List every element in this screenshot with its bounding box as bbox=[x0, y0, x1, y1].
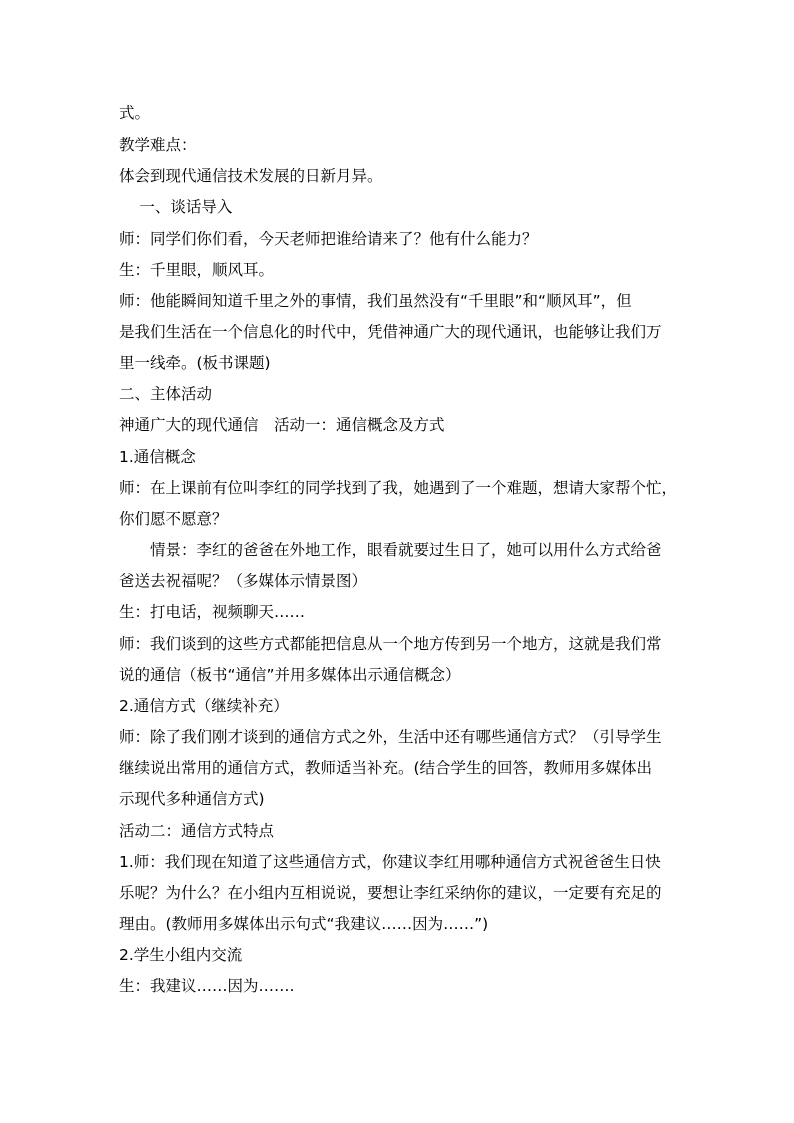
text-line: 师：在上课前有位叫李红的同学找到了我，她遇到了一个难题，想请大家帮个忙， bbox=[119, 479, 678, 497]
section-heading: 活动二：通信方式特点 bbox=[119, 822, 275, 840]
text-line: 示现代多种通信方式) bbox=[119, 790, 265, 808]
subsection-heading: 1.通信概念 bbox=[119, 448, 196, 466]
text-line: 师：同学们你们看，今天老师把谁给请来了？他有什么能力？ bbox=[119, 230, 538, 248]
text-line: 生：我建议……因为……. bbox=[119, 977, 295, 995]
text-line: 师：他能瞬间知道千里之外的事情，我们虽然没有“千里眼”和“顺风耳”，但 bbox=[119, 292, 632, 310]
text-line: 师：除了我们刚才谈到的通信方式之外，生活中还有哪些通信方式？（引导学生 bbox=[119, 728, 662, 746]
text-line: 是我们生活在一个信息化的时代中，凭借神通广大的现代通讯，也能够让我们万 bbox=[119, 323, 662, 341]
text-line: 式。 bbox=[119, 104, 151, 122]
subsection-heading: 2.通信方式（继续补充） bbox=[119, 697, 289, 715]
text-line: 说的通信（板书“通信”并用多媒体出示通信概念） bbox=[119, 666, 461, 684]
text-line: 1.师：我们现在知道了这些通信方式，你建议李红用哪种通信方式祝爸爸生日快 bbox=[119, 853, 661, 871]
subsection-heading: 2.学生小组内交流 bbox=[119, 946, 243, 964]
text-line: 乐呢？为什么？在小组内互相说说，要想让李红采纳你的建议，一定要有充足的 bbox=[119, 884, 662, 902]
section-heading: 一、谈话导入 bbox=[119, 198, 233, 216]
text-line: 生：打电话，视频聊天…… bbox=[119, 603, 306, 621]
text-line: 师：我们谈到的这些方式都能把信息从一个地方传到另一个地方，这就是我们常 bbox=[119, 635, 662, 653]
text-line: 神通广大的现代通信 活动一：通信概念及方式 bbox=[119, 416, 445, 434]
text-line: 理由。(教师用多媒体出示句式“我建议……因为……”) bbox=[119, 915, 489, 933]
text-line: 生：千里眼，顺风耳。 bbox=[119, 261, 275, 279]
text-line: 继续说出常用的通信方式，教师适当补充。(结合学生的回答，教师用多媒体出 bbox=[119, 759, 653, 777]
text-line: 里一线牵。(板书课题) bbox=[119, 354, 271, 372]
text-line: 教学难点： bbox=[119, 136, 197, 154]
text-line: 你们愿不愿意？ bbox=[119, 510, 228, 528]
text-line: 体会到现代通信技术发展的日新月异。 bbox=[119, 167, 383, 185]
section-heading: 二、主体活动 bbox=[119, 385, 213, 403]
text-line: 爸送去祝福呢？（多媒体示情景图） bbox=[119, 572, 368, 590]
text-line: 情景：李红的爸爸在外地工作，眼看就要过生日了，她可以用什么方式给爸 bbox=[119, 541, 662, 559]
